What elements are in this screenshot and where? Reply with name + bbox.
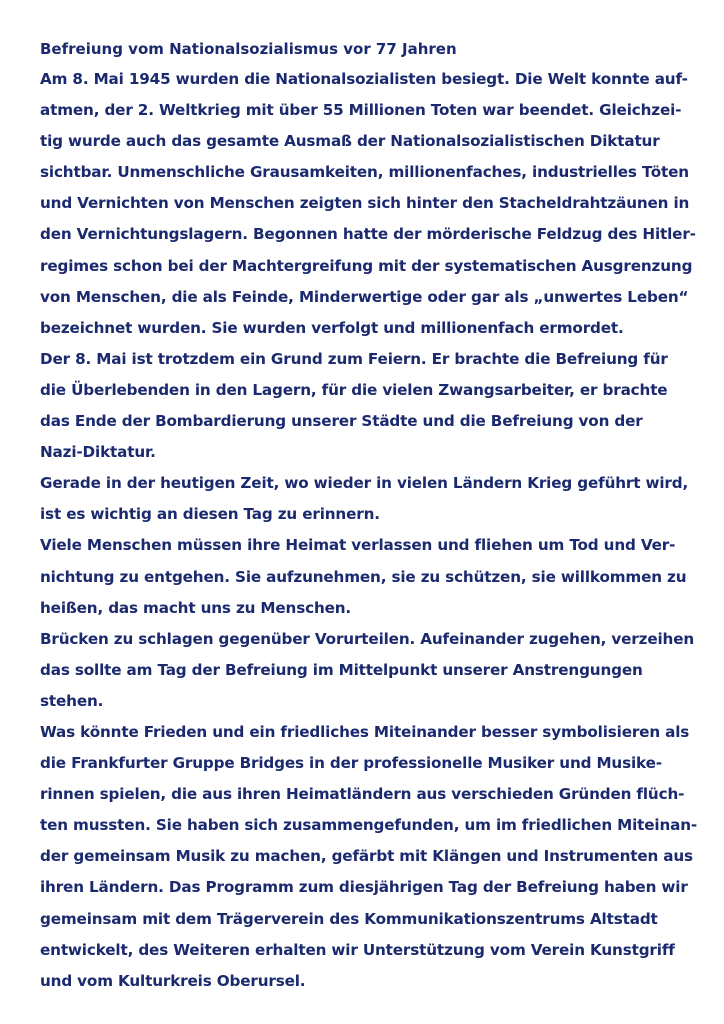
text-line: das Ende der Bombardierung unserer Städte und die Befreiung von der	[40, 412, 643, 431]
document-body	[40, 64, 700, 997]
document-title: Befreiung vom Nationalsozialismus vor 77 Jahren	[40, 40, 457, 58]
text-line: Der 8. Mai ist trotzdem ein Grund zum Feiern. Er brachte die Befreiung für	[40, 349, 668, 368]
text-line: und Vernichten von Menschen zeigten sich hinter den Stacheldrahtzäunen in	[40, 194, 690, 213]
text-line: die Überlebenden in den Lagern, für die vielen Zwangsarbeiter, er brachte	[40, 380, 668, 399]
text-line: und vom Kulturkreis Oberursel.	[40, 971, 306, 990]
text-line: regimes schon bei der Machtergreifung mit der systematischen Ausgrenzung	[40, 256, 693, 275]
text-line: Gerade in der heutigen Zeit, wo wieder in vielen Ländern Krieg geführt wird,	[40, 474, 689, 493]
text-line: ist es wichtig an diesen Tag zu erinnern.	[40, 505, 380, 524]
text-line: gemeinsam mit dem Trägerverein des Kommunikationszentrums Altstadt	[40, 909, 658, 928]
text-line: Viele Menschen müssen ihre Heimat verlassen und fliehen um Tod und Ver-	[40, 536, 676, 555]
text-line: Nazi-Diktatur.	[40, 443, 156, 462]
text-line: stehen.	[40, 691, 104, 710]
text-line: bezeichnet wurden. Sie wurden verfolgt und millionenfach ermordet.	[40, 318, 624, 337]
text-line: Brücken zu schlagen gegenüber Vorurteilen. Aufeinander zugehen, verzeihen	[40, 629, 695, 648]
text-line: Am 8. Mai 1945 wurden die Nationalsozialisten besiegt. Die Welt konnte auf-	[40, 70, 688, 88]
document-page	[40, 38, 700, 997]
text-line: atmen, der 2. Weltkrieg mit über 55 Millionen Toten war beendet. Gleichzei-	[40, 101, 682, 120]
text-line: tig wurde auch das gesamte Ausmaß der Nationalsozialistischen Diktatur	[40, 132, 660, 151]
text-line: der gemeinsam Musik zu machen, gefärbt mit Klängen und Instrumenten aus	[40, 847, 693, 866]
text-line: die Frankfurter Gruppe Bridges in der professionelle Musiker und Musike-	[40, 754, 662, 773]
text-line: heißen, das macht uns zu Menschen.	[40, 598, 352, 617]
text-line: rinnen spielen, die aus ihren Heimatländern aus verschieden Gründen flüch-	[40, 785, 685, 804]
text-line: ihren Ländern. Das Programm zum diesjährigen Tag der Befreiung haben wir	[40, 878, 688, 897]
text-line: das sollte am Tag der Befreiung im Mittelpunkt unserer Anstrengungen	[40, 660, 643, 679]
text-line: sichtbar. Unmenschliche Grausamkeiten, millionenfaches, industrielles Töten	[40, 163, 689, 182]
text-line: den Vernichtungslagern. Begonnen hatte der mörderische Feldzug des Hitler-	[40, 225, 696, 244]
text-line: Was könnte Frieden und ein friedliches Miteinander besser symbolisieren als	[40, 722, 690, 741]
text-line: nichtung zu entgehen. Sie aufzunehmen, sie zu schützen, sie willkommen zu	[40, 567, 687, 586]
text-line: von Menschen, die als Feinde, Minderwertige oder gar als „unwertes Leben“	[40, 287, 689, 306]
text-line: entwickelt, des Weiteren erhalten wir Unterstützung vom Verein Kunstgriff	[40, 940, 675, 959]
text-line: ten mussten. Sie haben sich zusammengefunden, um im friedlichen Miteinan-	[40, 816, 698, 835]
